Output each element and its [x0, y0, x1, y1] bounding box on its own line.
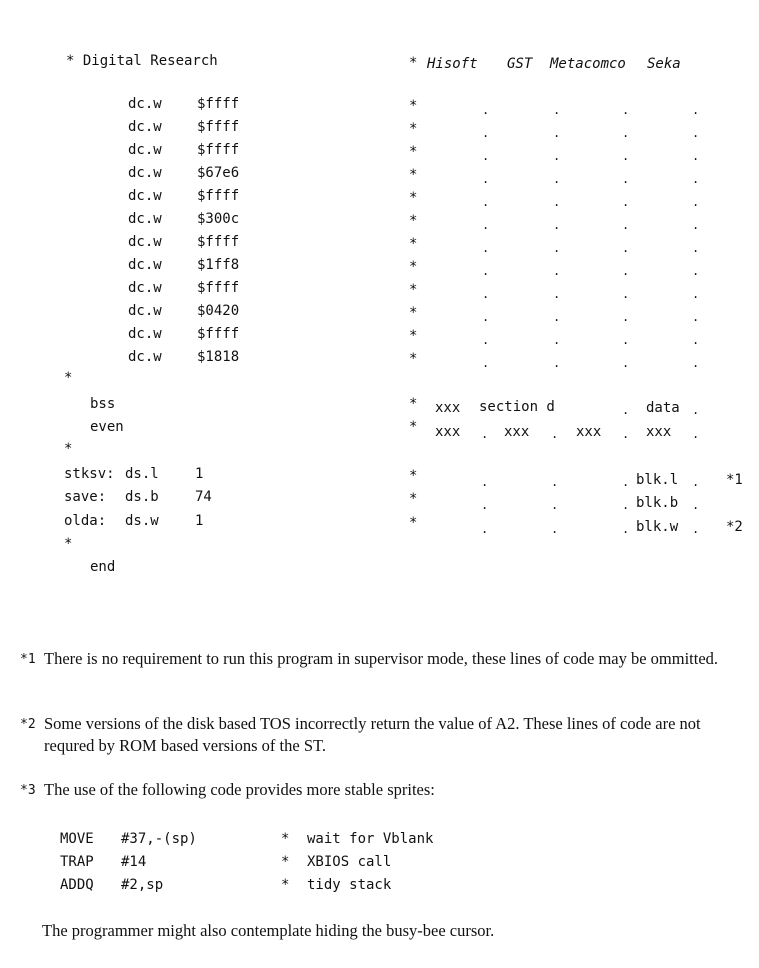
dot: .	[482, 333, 490, 347]
dot: .	[622, 427, 630, 441]
dot: .	[553, 149, 561, 163]
snippet-comment: tidy stack	[307, 877, 392, 893]
row-star: *	[409, 121, 418, 137]
dc-op: dc.w	[128, 96, 162, 112]
dc-op: dc.w	[128, 257, 162, 273]
row-star: *	[409, 98, 418, 114]
dot: .	[692, 310, 700, 324]
snippet-arg: #2,sp	[121, 877, 164, 893]
dot: .	[692, 264, 700, 278]
end-directive: end	[90, 559, 116, 575]
row-star: *	[409, 236, 418, 252]
dot: .	[551, 498, 559, 512]
dc-op: dc.w	[128, 211, 162, 227]
dc-value: $67e6	[197, 165, 240, 181]
dc-op: dc.w	[128, 303, 162, 319]
dc-op: dc.w	[128, 234, 162, 250]
even-seka: xxx	[646, 424, 672, 440]
header-hisoft: Hisoft	[427, 56, 478, 72]
dc-value: $ffff	[197, 96, 240, 112]
dot: .	[482, 218, 490, 232]
dot: .	[692, 475, 700, 489]
snippet-op: TRAP	[60, 854, 94, 870]
comment-star: *	[64, 441, 73, 457]
dot: .	[482, 241, 490, 255]
dot: .	[553, 195, 561, 209]
row-star: *	[409, 328, 418, 344]
stksv-seka: blk.l	[636, 472, 679, 488]
dot: .	[481, 427, 489, 441]
header-seka: Seka	[647, 56, 681, 72]
note3-text: The use of the following code provides more stable sprites:	[44, 780, 435, 799]
row-star: *	[409, 491, 418, 507]
dot: .	[622, 264, 630, 278]
note2-text: Some versions of the disk based TOS incorrectly return the value of A2. These lines of code are not requred by ROM based versions of the ST.	[44, 714, 701, 755]
dc-op: dc.w	[128, 326, 162, 342]
dot: .	[482, 287, 490, 301]
even-hisoft: xxx	[435, 424, 461, 440]
save-op: ds.b	[125, 489, 159, 505]
bss-gst: section d	[479, 399, 555, 415]
header-left: * Digital Research	[66, 53, 218, 69]
dc-value: $ffff	[197, 188, 240, 204]
olda-label: olda:	[64, 513, 107, 529]
snippet-comment: wait for Vblank	[307, 831, 434, 847]
stksv-val: 1	[195, 466, 204, 482]
note1-text: There is no requirement to run this program in supervisor mode, these lines of code may be ommitted.	[44, 649, 719, 668]
save-label: save:	[64, 489, 107, 505]
dot: .	[482, 149, 490, 163]
dot: .	[482, 356, 490, 370]
dot: .	[553, 264, 561, 278]
olda-seka: blk.w	[636, 519, 679, 535]
dot: .	[692, 427, 700, 441]
note3-mark: *3	[20, 783, 36, 798]
dot: .	[553, 356, 561, 370]
dot: .	[622, 195, 630, 209]
dot: .	[551, 475, 559, 489]
dot: .	[551, 522, 559, 536]
closing-paragraph: The programmer might also contemplate hiding the busy-bee cursor.	[42, 921, 495, 940]
dc-value: $1818	[197, 349, 240, 365]
snippet-star: *	[281, 877, 290, 893]
dot: .	[692, 403, 700, 417]
save-seka: blk.b	[636, 495, 679, 511]
dot: .	[692, 172, 700, 186]
even-directive: even	[90, 419, 124, 435]
dot: .	[692, 195, 700, 209]
dc-value: $300c	[197, 211, 240, 227]
row-star: *	[409, 144, 418, 160]
dot: .	[622, 172, 630, 186]
dot: .	[692, 287, 700, 301]
header-star: *	[409, 55, 418, 71]
snippet-star: *	[281, 854, 290, 870]
dot: .	[482, 103, 490, 117]
olda-val: 1	[195, 513, 204, 529]
dot: .	[692, 103, 700, 117]
note1-ref: *1	[726, 472, 743, 488]
snippet-arg: #14	[121, 854, 147, 870]
row-star: *	[409, 282, 418, 298]
save-val: 74	[195, 489, 212, 505]
dc-op: dc.w	[128, 119, 162, 135]
dot: .	[553, 333, 561, 347]
dot: .	[692, 149, 700, 163]
olda-op: ds.w	[125, 513, 159, 529]
stksv-label: stksv:	[64, 466, 115, 482]
dc-value: $ffff	[197, 326, 240, 342]
dot: .	[553, 218, 561, 232]
dot: .	[622, 287, 630, 301]
row-star: *	[409, 396, 418, 412]
dot: .	[622, 333, 630, 347]
row-star: *	[409, 305, 418, 321]
dc-op: dc.w	[128, 165, 162, 181]
row-star: *	[409, 515, 418, 531]
dot: .	[692, 522, 700, 536]
dot: .	[622, 522, 630, 536]
dot: .	[481, 498, 489, 512]
note1-mark: *1	[20, 652, 36, 667]
dot: .	[551, 427, 559, 441]
dot: .	[553, 241, 561, 255]
dot: .	[622, 126, 630, 140]
dot: .	[482, 172, 490, 186]
row-star: *	[409, 213, 418, 229]
dot: .	[622, 241, 630, 255]
dot: .	[482, 310, 490, 324]
row-star: *	[409, 351, 418, 367]
snippet-op: ADDQ	[60, 877, 94, 893]
dot: .	[482, 264, 490, 278]
note2-ref: *2	[726, 519, 743, 535]
dc-value: $ffff	[197, 119, 240, 135]
dot: .	[692, 241, 700, 255]
row-star: *	[409, 190, 418, 206]
dot: .	[692, 218, 700, 232]
bss-seka: data	[646, 400, 680, 416]
dot: .	[553, 310, 561, 324]
snippet-star: *	[281, 831, 290, 847]
dc-value: $ffff	[197, 142, 240, 158]
dot: .	[622, 149, 630, 163]
dc-op: dc.w	[128, 349, 162, 365]
note2-mark: *2	[20, 717, 36, 732]
dot: .	[692, 498, 700, 512]
row-star: *	[409, 468, 418, 484]
dot: .	[622, 498, 630, 512]
dot: .	[622, 218, 630, 232]
dc-value: $ffff	[197, 234, 240, 250]
dot: .	[622, 356, 630, 370]
dc-value: $0420	[197, 303, 240, 319]
dot: .	[622, 475, 630, 489]
header-gst: GST	[507, 56, 533, 72]
dot: .	[622, 103, 630, 117]
dot: .	[553, 126, 561, 140]
dot: .	[692, 333, 700, 347]
even-metacomco: xxx	[576, 424, 602, 440]
dot: .	[482, 195, 490, 209]
dc-value: $1ff8	[197, 257, 240, 273]
dot: .	[622, 403, 630, 417]
dot: .	[692, 356, 700, 370]
dot: .	[481, 475, 489, 489]
comment-star: *	[64, 536, 73, 552]
bss-hisoft: xxx	[435, 400, 461, 416]
snippet-op: MOVE	[60, 831, 94, 847]
dot: .	[692, 126, 700, 140]
dot: .	[553, 287, 561, 301]
dc-op: dc.w	[128, 188, 162, 204]
bss-directive: bss	[90, 396, 116, 412]
comment-star: *	[64, 370, 73, 386]
snippet-arg: #37,-(sp)	[121, 831, 197, 847]
dot: .	[482, 126, 490, 140]
row-star: *	[409, 167, 418, 183]
even-gst: xxx	[504, 424, 530, 440]
dc-value: $ffff	[197, 280, 240, 296]
dot: .	[622, 310, 630, 324]
header-metacomco: Metacomco	[550, 56, 626, 72]
stksv-op: ds.l	[125, 466, 159, 482]
snippet-comment: XBIOS call	[307, 854, 392, 870]
dot: .	[553, 172, 561, 186]
dot: .	[481, 522, 489, 536]
row-star: *	[409, 419, 418, 435]
dot: .	[553, 103, 561, 117]
dc-op: dc.w	[128, 142, 162, 158]
dc-op: dc.w	[128, 280, 162, 296]
row-star: *	[409, 259, 418, 275]
